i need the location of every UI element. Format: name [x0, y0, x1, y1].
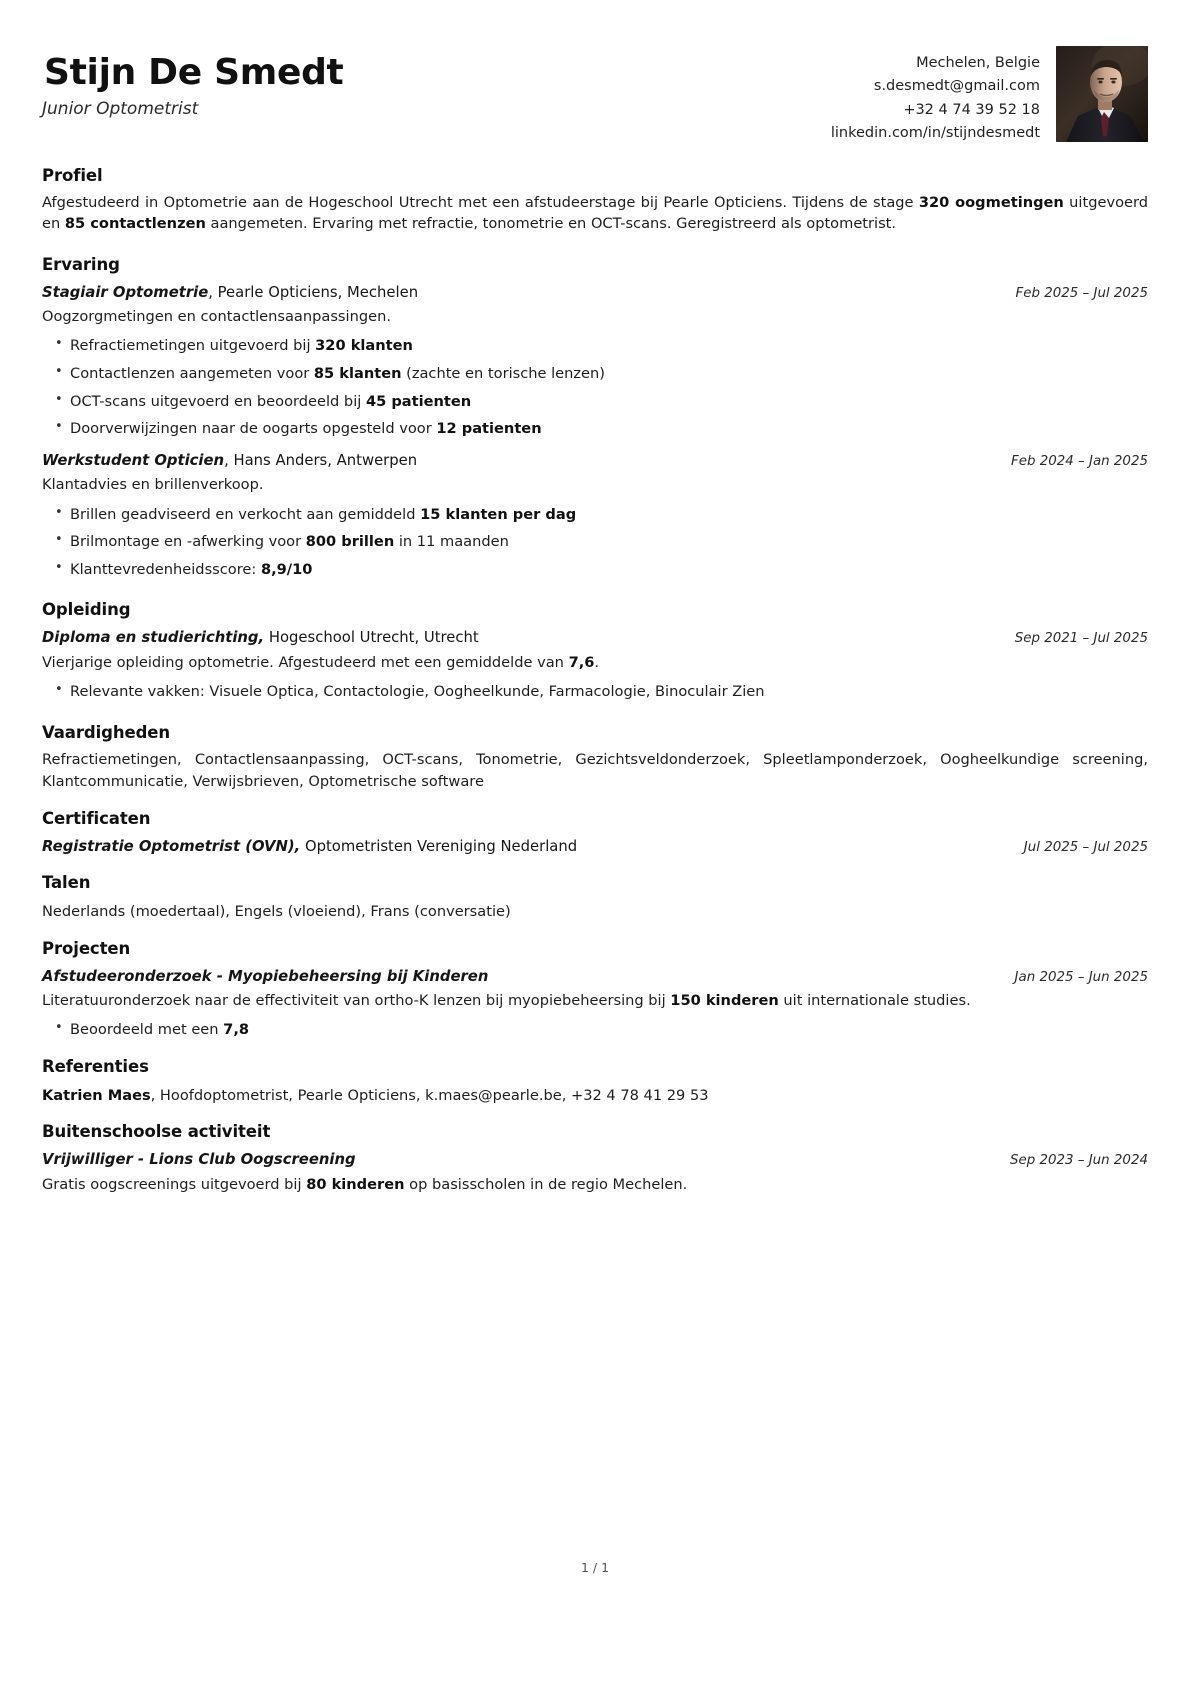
list-item: • Brillen geadviseerd en verkocht aan gemiddeld 15 klanten per dag — [70, 504, 1148, 526]
list-item: • Doorverwijzingen naar de oogarts opgesteld voor 12 patienten — [70, 418, 1148, 440]
entry-date: Jul 2025 – Jul 2025 — [1023, 839, 1148, 855]
entry-org: , Hans Anders, Antwerpen — [224, 451, 418, 469]
contact-linkedin[interactable]: linkedin.com/in/stijndesmedt — [830, 125, 1040, 142]
entry-title — [42, 628, 995, 649]
section-heading-vaardigheden: Vaardigheden — [42, 722, 171, 742]
page-footer — [0, 1560, 1190, 1575]
entry-bullet-list — [42, 681, 1148, 703]
bullet-metric: 15 klanten per dag — [420, 505, 577, 523]
entry-role: Werkstudent Opticien — [42, 451, 225, 469]
experience-entry — [42, 451, 1148, 581]
entry-date: Jan 2025 – Jun 2025 — [1014, 969, 1148, 985]
header-identity — [42, 46, 345, 119]
entry-metric: 150 kinderen — [670, 992, 779, 1010]
entry-role: Stagiair Optometrie — [42, 283, 209, 301]
section-certificaten — [42, 809, 1148, 858]
project-entry — [42, 967, 1148, 1041]
profiel-text: Afgestudeerd in Optometrie aan de Hogeschool Utrecht met een afstudeerstage bij Pearle Opticiens. Tijdens de stage 320 oogmetingen uitgevoerd en 85 contactlenzen aangemeten. Ervaring met refractie, tonometrie en OCT-scans. Geregistreerd als optometrist. — [42, 193, 1148, 233]
entry-summary: Gratis oogscreenings uitgevoerd bij 80 kinderen op basisscholen in de regio Mechelen. — [42, 1175, 688, 1193]
list-item: • Refractiemetingen uitgevoerd bij 320 klanten — [70, 335, 1148, 357]
entry-org: , Pearle Opticiens, Mechelen — [208, 283, 419, 301]
section-heading-buitenschoolse: Buitenschoolse activiteit — [42, 1122, 271, 1142]
section-heading-profiel: Profiel — [42, 165, 103, 185]
reference-entry — [42, 1085, 1148, 1106]
experience-entry — [42, 283, 1148, 440]
section-buitenschoolse-activiteit — [42, 1122, 1148, 1195]
header-contact-block — [831, 46, 1148, 146]
section-heading-ervaring: Ervaring — [42, 254, 120, 274]
bullet-metric: 7,8 — [223, 1021, 250, 1039]
entry-summary: Literatuuronderzoek naar de effectiviteit van ortho-K lenzen bij myopiebeheersing bij 150 kinderen uit internationale studies. — [42, 992, 971, 1010]
section-heading-projecten: Projecten — [42, 938, 131, 958]
entry-bullet-list — [42, 335, 1148, 439]
entry-title — [42, 837, 1004, 858]
skills-list: Refractiemetingen, Contactlensaanpassing, OCT-scans, Tonometrie, Gezichtsveldonderzoek, Spleetlamponderzoek, Oogheelkundige screening, Klantcommunicatie, Verwijsbrieven, Optometrische software — [42, 750, 1148, 790]
certificate-entry — [42, 837, 1148, 858]
entry-header — [42, 1150, 1148, 1171]
reference-details: , Hoofdoptometrist, Pearle Opticiens, k.maes@pearle.be, +32 4 78 41 29 53 — [150, 1086, 709, 1104]
resume-header — [42, 40, 1148, 146]
list-item: • Klanttevredenheidsscore: 8,9/10 — [70, 559, 1148, 581]
entry-title — [42, 1150, 990, 1171]
section-heading-referenties: Referenties — [42, 1056, 149, 1076]
avatar — [1056, 46, 1148, 142]
entry-metric: 80 kinderen — [306, 1175, 405, 1193]
entry-header — [42, 837, 1148, 858]
page-title — [42, 54, 345, 93]
entry-title — [42, 967, 995, 988]
contact-phone[interactable]: +32 4 74 39 52 18 — [903, 101, 1040, 118]
section-projecten — [42, 939, 1148, 1041]
section-talen — [42, 873, 1148, 922]
list-item: • Beoordeeld met een 7,8 — [70, 1019, 1148, 1041]
activity-entry — [42, 1150, 1148, 1195]
contact-location: Mechelen, Belgie — [916, 55, 1040, 71]
contact-details — [831, 46, 1040, 146]
entry-role: Afstudeeronderzoek - Myopiebeheersing bij Kinderen — [42, 967, 489, 985]
bullet-metric: 45 patienten — [365, 392, 472, 410]
profiel-metric-1: 320 oogmetingen — [918, 193, 1064, 211]
entry-org: Hogeschool Utrecht, Utrecht — [264, 629, 479, 647]
entry-org: Optometristen Vereniging Nederland — [300, 837, 578, 855]
contact-email[interactable]: s.desmedt@gmail.com — [873, 78, 1040, 95]
entry-role: Registratie Optometrist (OVN), — [42, 837, 301, 855]
section-heading-certificaten: Certificaten — [42, 808, 151, 828]
entry-bullet-list — [42, 1019, 1148, 1041]
section-ervaring — [42, 255, 1148, 581]
section-referenties — [42, 1057, 1148, 1106]
section-opleiding — [42, 600, 1148, 702]
entry-summary: Vierjarige opleiding optometrie. Afgestudeerd met een gemiddelde van 7,6. — [42, 654, 600, 672]
candidate-job-title: Junior Optometrist — [42, 98, 199, 119]
section-heading-talen: Talen — [42, 873, 91, 893]
section-vaardigheden — [42, 723, 1148, 793]
entry-role: Vrijwilliger - Lions Club Oogscreening — [42, 1151, 356, 1169]
entry-date: Sep 2023 – Jun 2024 — [1009, 1153, 1148, 1169]
entry-date: Sep 2021 – Jul 2025 — [1014, 631, 1148, 647]
entry-metric: 7,6 — [568, 654, 595, 672]
list-item: • OCT-scans uitgevoerd en beoordeeld bij 45 patienten — [70, 391, 1148, 413]
entry-header — [42, 451, 1148, 472]
entry-title — [42, 451, 991, 472]
section-heading-opleiding: Opleiding — [42, 600, 131, 620]
bullet-metric: 320 klanten — [315, 337, 413, 355]
candidate-name: Stijn De Smedt — [44, 52, 344, 93]
entry-summary: Klantadvies en brillenverkoop. — [42, 476, 264, 494]
page-indicator: 1 / 1 — [580, 1560, 610, 1575]
entry-role: Diploma en studierichting, — [42, 629, 265, 647]
portrait-photo-icon — [1056, 46, 1148, 142]
entry-header — [42, 967, 1148, 988]
bullet-metric: 800 brillen — [305, 533, 395, 551]
list-item: • Brilmontage en -afwerking voor 800 brillen in 11 maanden — [70, 531, 1148, 553]
entry-header — [42, 628, 1148, 649]
entry-date: Feb 2024 – Jan 2025 — [1011, 453, 1148, 469]
entry-title — [42, 283, 996, 304]
entry-bullet-list — [42, 504, 1148, 581]
reference-name: Katrien Maes — [42, 1086, 151, 1104]
section-profiel — [42, 166, 1148, 235]
entry-summary: Oogzorgmetingen en contactlensaanpassingen. — [42, 308, 391, 326]
education-entry — [42, 628, 1148, 702]
list-item: • Contactlenzen aangemeten voor 85 klanten (zachte en torische lenzen) — [70, 363, 1148, 385]
bullet-metric: 8,9/10 — [260, 560, 313, 578]
entry-date: Feb 2025 – Jul 2025 — [1015, 285, 1148, 301]
list-item: • Relevante vakken: Visuele Optica, Contactologie, Oogheelkunde, Farmacologie, Binoculair Zien — [70, 681, 1148, 703]
languages-list: Nederlands (moedertaal), Engels (vloeiend), Frans (conversatie) — [42, 903, 511, 921]
bullet-metric: 12 patienten — [436, 420, 542, 438]
bullet-metric: 85 klanten — [313, 364, 402, 382]
profiel-metric-2: 85 contactlenzen — [64, 215, 206, 233]
entry-header — [42, 283, 1148, 304]
